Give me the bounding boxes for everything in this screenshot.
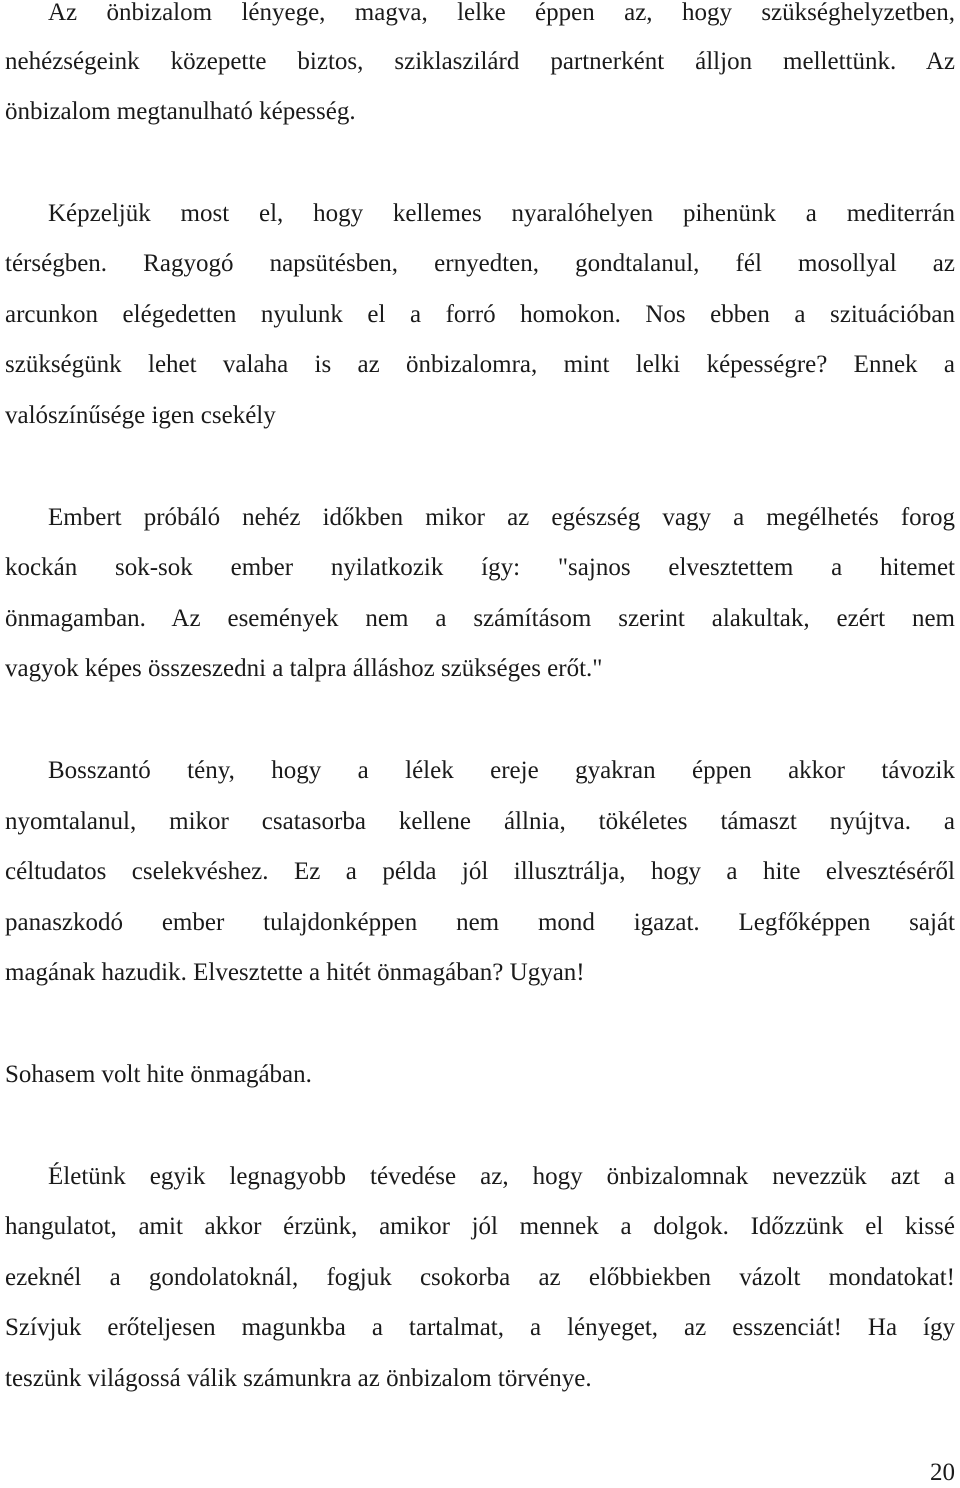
text-line: nehézségeink közepette biztos, sziklaszilárd partnerként álljon mellettünk. Az — [5, 48, 955, 75]
text-line: önbizalom megtanulható képesség. — [5, 98, 356, 125]
text-line: Szívjuk erőteljesen magunkba a tartalmat, a lényeget, az esszenciát! Ha így — [5, 1314, 955, 1341]
text-line: Sohasem volt hite önmagában. — [5, 1061, 312, 1088]
text-line: Életünk egyik legnagyobb tévedése az, hogy önbizalomnak nevezzük azt a — [48, 1163, 955, 1190]
text-line: Embert próbáló nehéz időkben mikor az egészség vagy a megélhetés forog — [48, 504, 955, 531]
text-line: térségben. Ragyogó napsütésben, ernyedten, gondtalanul, fél mosollyal az — [5, 250, 955, 277]
text-line: teszünk világossá válik számunkra az önbizalom törvénye. — [5, 1365, 592, 1392]
text-line: önmagamban. Az események nem a számításom szerint alakultak, ezért nem — [5, 605, 955, 632]
text-line: ezeknél a gondolatoknál, fogjuk csokorba az előbbiekben vázolt mondatokat! — [5, 1264, 955, 1291]
text-line: Bosszantó tény, hogy a lélek ereje gyakran éppen akkor távozik — [48, 757, 955, 784]
text-line: kockán sok-sok ember nyilatkozik így: "sajnos elvesztettem a hitemet — [5, 554, 955, 581]
text-line: nyomtalanul, mikor csatasorba kellene állnia, tökéletes támaszt nyújtva. a — [5, 808, 955, 835]
text-line: valószínűsége igen csekély — [5, 402, 276, 429]
text-line: szükségünk lehet valaha is az önbizalomra, mint lelki képességre? Ennek a — [5, 351, 955, 378]
text-line: magának hazudik. Elvesztette a hitét önmagában? Ugyan! — [5, 959, 585, 986]
text-line: hangulatot, amit akkor érzünk, amikor jól mennek a dolgok. Időzzünk el kissé — [5, 1213, 955, 1240]
text-line: céltudatos cselekvéshez. Ez a példa jól illusztrálja, hogy a hite elvesztéséről — [5, 858, 955, 885]
page-number: 20 — [930, 1459, 955, 1486]
text-line: arcunkon elégedetten nyulunk el a forró homokon. Nos ebben a szituációban — [5, 301, 955, 328]
text-line: Képzeljük most el, hogy kellemes nyaralóhelyen pihenünk a mediterrán — [48, 200, 955, 227]
text-line: Az önbizalom lényege, magva, lelke éppen az, hogy szükséghelyzetben, — [48, 0, 955, 26]
text-line: panaszkodó ember tulajdonképpen nem mond igazat. Legfőképpen saját — [5, 909, 955, 936]
text-line: vagyok képes összeszedni a talpra álláshoz szükséges erőt." — [5, 655, 603, 682]
